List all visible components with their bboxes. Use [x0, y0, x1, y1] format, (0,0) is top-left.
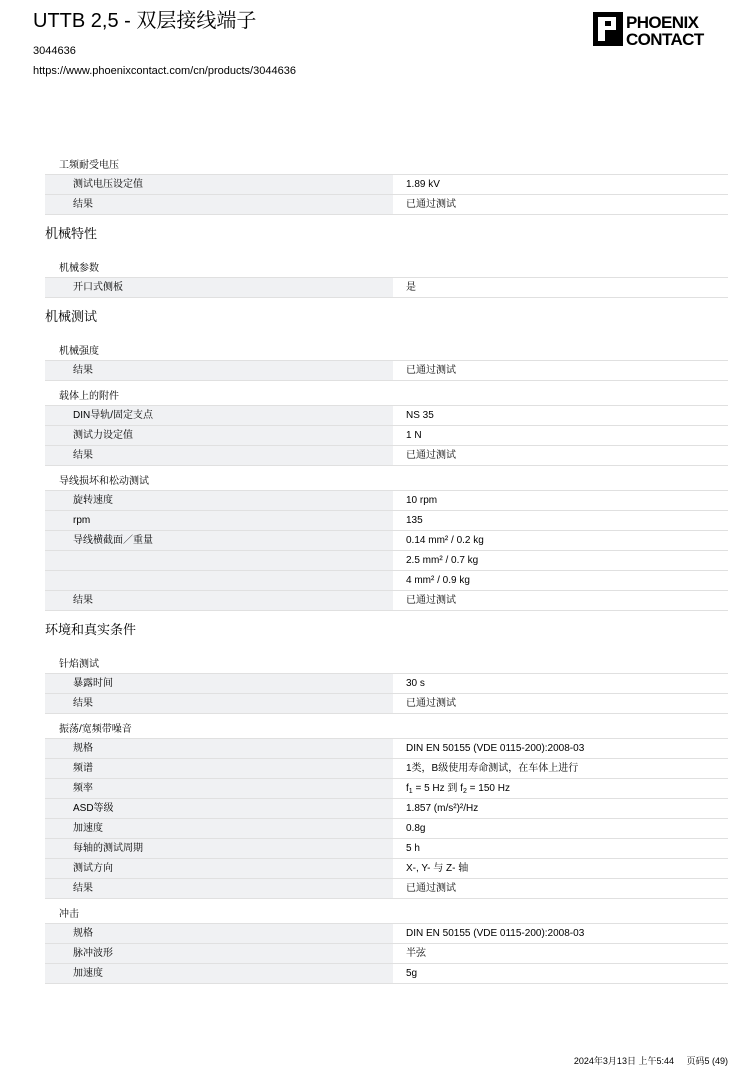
spec-label: 频率 — [45, 779, 393, 798]
product-title: UTTB 2,5 - 双层接线端子 — [33, 10, 257, 32]
page-header — [33, 0, 733, 90]
spec-value: 30 s — [406, 678, 425, 689]
spec-label: 规格 — [45, 924, 393, 943]
spec-row — [45, 879, 728, 899]
spec-label: 结果 — [45, 361, 393, 380]
group-title: 导线损坏和松动测试 — [45, 474, 728, 491]
logo-text-top: PHOENIX — [626, 13, 699, 32]
spec-value: 是 — [406, 282, 416, 293]
frequency-text: = 150 Hz — [466, 783, 510, 794]
spec-row — [45, 944, 728, 964]
spec-row — [45, 571, 728, 591]
spec-label: 加速度 — [45, 964, 393, 983]
product-url[interactable]: https://www.phoenixcontact.com/cn/products/3044636 — [33, 65, 296, 77]
spec-label: 测试方向 — [45, 859, 393, 878]
spec-value: 0.8g — [406, 823, 426, 834]
spec-label: ASD等级 — [45, 799, 393, 818]
section-title: 机械测试 — [45, 309, 98, 324]
spec-row — [45, 924, 728, 944]
spec-row — [45, 278, 728, 298]
section-title: 环境和真实条件 — [45, 622, 137, 637]
spec-value: 已通过测试 — [406, 450, 456, 461]
spec-value: 0.14 mm² / 0.2 kg — [406, 535, 484, 546]
spec-label: 测试力设定值 — [45, 426, 393, 445]
spec-value: DIN EN 50155 (VDE 0115-200):2008-03 — [406, 743, 585, 754]
spec-value: 已通过测试 — [406, 365, 456, 376]
spec-label: 结果 — [45, 694, 393, 713]
spec-value: NS 35 — [406, 410, 434, 421]
group-title: 振荡/宽频带噪音 — [45, 722, 728, 739]
spec-label: 脉冲波形 — [45, 944, 393, 963]
group-title: 工频耐受电压 — [45, 158, 728, 175]
spec-label: 测试电压设定值 — [45, 175, 393, 194]
spec-label: 旋转速度 — [45, 491, 393, 510]
spec-value — [393, 779, 728, 798]
spec-value: 2.5 mm² / 0.7 kg — [406, 555, 479, 566]
spec-value: DIN EN 50155 (VDE 0115-200):2008-03 — [406, 928, 585, 939]
spec-value: 半弦 — [406, 948, 426, 959]
spec-row — [45, 759, 728, 779]
spec-row — [45, 446, 728, 466]
group-title: 机械强度 — [45, 344, 728, 361]
frequency-text: = 5 Hz 到 f — [412, 783, 463, 794]
spec-row — [45, 426, 728, 446]
spec-label: 频谱 — [45, 759, 393, 778]
spec-value: 1类，B级使用寿命测试，在车体上进行 — [406, 763, 579, 774]
spec-label: 结果 — [45, 591, 393, 610]
spec-label: 规格 — [45, 739, 393, 758]
footer-datetime: 2024年3月13日 上午5:44 — [573, 1056, 674, 1066]
spec-label: rpm — [45, 511, 393, 530]
spec-value: 1.857 (m/s²)²/Hz — [406, 803, 479, 814]
footer-page-number: 页码5 (49) — [686, 1056, 728, 1066]
group-title: 机械参数 — [45, 261, 728, 278]
spec-value: 已通过测试 — [406, 698, 456, 709]
spec-label: 开口式侧板 — [45, 278, 393, 297]
spec-row — [45, 964, 728, 984]
product-code: 3044636 — [33, 45, 76, 57]
spec-value: 已通过测试 — [406, 595, 456, 606]
spec-row — [45, 361, 728, 381]
spec-label: 结果 — [45, 879, 393, 898]
spec-row — [45, 839, 728, 859]
spec-value: 5 h — [406, 843, 420, 854]
spec-label: DIN导轨/固定支点 — [45, 406, 393, 425]
section-title: 机械特性 — [45, 226, 98, 241]
spec-value: 4 mm² / 0.9 kg — [406, 575, 470, 586]
spec-value: 135 — [406, 515, 423, 526]
spec-value: 10 rpm — [406, 495, 438, 506]
frequency-subscript: 1 — [408, 788, 413, 795]
spec-label: 暴露时间 — [45, 674, 393, 693]
spec-row — [45, 195, 728, 215]
spec-row — [45, 694, 728, 714]
spec-row — [45, 406, 728, 426]
spec-label: 加速度 — [45, 819, 393, 838]
logo-text-bottom: CONTACT — [626, 30, 704, 46]
spec-label: 导线横截面／重量 — [45, 531, 393, 550]
spec-row — [45, 819, 728, 839]
spec-label: 结果 — [45, 446, 393, 465]
spec-value: 1 N — [406, 430, 422, 441]
frequency-text: f — [406, 783, 409, 794]
spec-row — [45, 779, 728, 799]
spec-row — [45, 859, 728, 879]
spec-row — [45, 799, 728, 819]
spec-row — [45, 591, 728, 611]
frequency-subscript: 2 — [462, 788, 467, 795]
spec-label — [45, 551, 393, 570]
spec-row — [45, 739, 728, 759]
spec-row — [45, 551, 728, 571]
phoenix-contact-logo — [593, 12, 729, 46]
group-title: 针焰测试 — [45, 657, 728, 674]
spec-row — [45, 511, 728, 531]
page-footer — [574, 1054, 728, 1067]
spec-value: X-, Y- 与 Z- 轴 — [406, 863, 469, 874]
spec-row — [45, 531, 728, 551]
spec-value: 已通过测试 — [406, 199, 456, 210]
spec-row — [45, 491, 728, 511]
spec-value: 1.89 kV — [406, 179, 440, 190]
spec-label: 每轴的测试周期 — [45, 839, 393, 858]
spec-label — [45, 571, 393, 590]
spec-value: 已通过测试 — [406, 883, 456, 894]
spec-label: 结果 — [45, 195, 393, 214]
specification-list — [45, 150, 728, 984]
spec-row — [45, 674, 728, 694]
spec-value: 5g — [406, 968, 418, 979]
spec-row — [45, 175, 728, 195]
group-title: 载体上的附件 — [45, 389, 728, 406]
group-title: 冲击 — [45, 907, 728, 924]
